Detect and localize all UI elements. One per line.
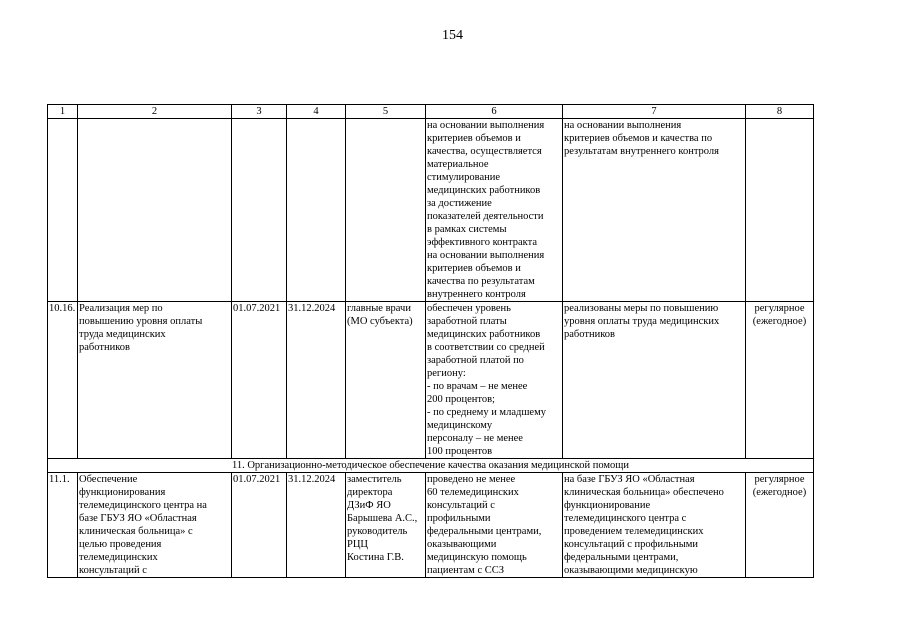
header-col-1: 1	[48, 105, 78, 119]
text-line: директора	[347, 487, 393, 498]
page-number: 154	[442, 28, 463, 43]
text-line: регулярное	[754, 303, 805, 314]
text-line: Барышева А.С.,	[347, 513, 418, 524]
text-line: повышению уровня оплаты	[79, 316, 203, 327]
section-title: 11. Организационно-методическое обеспечение качества оказания медицинской помощи	[48, 459, 814, 473]
text-line: медицинскому	[427, 420, 493, 431]
text-line: показателей деятельности	[427, 211, 544, 222]
text-line: персоналу – не менее	[427, 433, 523, 444]
text-line: (МО субъекта)	[347, 316, 413, 327]
cell-start: 01.07.2021	[232, 302, 287, 459]
table-row	[48, 119, 814, 302]
text-line: заработной платы	[427, 316, 507, 327]
cell-end: 31.12.2024	[287, 302, 346, 459]
cell-result	[563, 119, 746, 302]
header-col-5: 5	[346, 105, 426, 119]
text-line: оказывающими	[427, 539, 497, 550]
text-line: в соответствии со средней	[427, 342, 545, 353]
text-line: клиническая больница» обеспечено	[564, 487, 724, 498]
text-line: РЦЦ	[347, 539, 369, 550]
cell-measure	[78, 473, 232, 578]
cell-indicator	[426, 473, 563, 578]
cell-end	[287, 119, 346, 302]
text-line: профильными	[427, 513, 491, 524]
text-line: 200 процентов;	[427, 394, 495, 405]
text-line: консультаций с	[79, 565, 147, 576]
cell-start: 01.07.2021	[232, 473, 287, 578]
cell-num	[48, 119, 78, 302]
text-line: консультаций с профильными	[564, 539, 699, 550]
cell-responsible	[346, 119, 426, 302]
text-line: главные врачи	[347, 303, 411, 314]
text-line: работников	[79, 342, 130, 353]
table-row	[48, 473, 814, 578]
text-line: заместитель	[347, 474, 402, 485]
text-line: медицинских работников	[427, 329, 541, 340]
text-line: федеральными центрами,	[564, 552, 679, 563]
text-line: стимулирование	[427, 172, 501, 183]
text-line: эффективного контракта	[427, 237, 537, 248]
text-line: критериев объемов и качества по	[564, 133, 713, 144]
text-line: Костина Г.В.	[347, 552, 404, 563]
cell-responsible	[346, 473, 426, 578]
cell-frequency	[746, 119, 814, 302]
header-col-2: 2	[78, 105, 232, 119]
cell-result	[563, 473, 746, 578]
cell-measure	[78, 119, 232, 302]
cell-start	[232, 119, 287, 302]
text-line: функционирование	[564, 500, 651, 511]
text-line: целью проведения	[79, 539, 162, 550]
text-line: работников	[564, 329, 615, 340]
text-line: критериев объемов и	[427, 263, 521, 274]
header-col-8: 8	[746, 105, 814, 119]
text-line: консультаций с	[427, 500, 495, 511]
text-line: в рамках системы	[427, 224, 507, 235]
text-line: за достижение	[427, 198, 492, 209]
header-col-4: 4	[287, 105, 346, 119]
cell-indicator	[426, 119, 563, 302]
cell-end: 31.12.2024	[287, 473, 346, 578]
text-line: ДЗиФ ЯО	[347, 500, 391, 511]
text-line: реализованы меры по повышению	[564, 303, 719, 314]
header-col-6: 6	[426, 105, 563, 119]
text-line: телемедицинских	[79, 552, 158, 563]
header-row	[48, 105, 814, 119]
text-line: Обеспечение	[79, 474, 138, 485]
text-line: 100 процентов	[427, 446, 493, 457]
cell-frequency	[746, 473, 814, 578]
text-line: заработной платой по	[427, 355, 524, 366]
text-line: на базе ГБУЗ ЯО «Областная	[564, 474, 695, 485]
text-line: результатам внутреннего контроля	[564, 146, 719, 157]
text-line: региону:	[427, 368, 466, 379]
text-line: проведением телемедицинских	[564, 526, 704, 537]
text-line: качества по результатам	[427, 276, 535, 287]
cell-indicator	[426, 302, 563, 459]
header-col-7: 7	[563, 105, 746, 119]
text-line: уровня оплаты труда медицинских	[564, 316, 720, 327]
text-line: федеральными центрами,	[427, 526, 542, 537]
text-line: на основании выполнения	[564, 120, 682, 131]
text-line: медицинских работников	[427, 185, 541, 196]
cell-num: 11.1.	[48, 473, 78, 578]
text-line: клиническая больница» с	[79, 526, 193, 537]
text-line: регулярное	[754, 474, 805, 485]
text-line: - по врачам – не менее	[427, 381, 528, 392]
text-line: телемедицинского центра на	[79, 500, 207, 511]
text-line: медицинскую помощь	[427, 552, 527, 563]
text-line: базе ГБУЗ ЯО «Областная	[79, 513, 197, 524]
text-line: руководитель	[347, 526, 408, 537]
text-line: Реализация мер по	[79, 303, 163, 314]
text-line: обеспечен уровень	[427, 303, 511, 314]
text-line: телемедицинского центра с	[564, 513, 687, 524]
text-line: качества, осуществляется	[427, 146, 542, 157]
text-line: 60 телемедицинских	[427, 487, 519, 498]
cell-responsible	[346, 302, 426, 459]
text-line: оказывающими медицинскую	[564, 565, 698, 576]
text-line: труда медицинских	[79, 329, 166, 340]
cell-measure	[78, 302, 232, 459]
text-line: внутреннего контроля	[427, 289, 526, 300]
text-line: на основании выполнения	[427, 250, 545, 261]
plan-table	[47, 104, 814, 578]
table-row	[48, 302, 814, 459]
header-col-3: 3	[232, 105, 287, 119]
cell-result	[563, 302, 746, 459]
text-line: на основании выполнения	[427, 120, 545, 131]
text-line: проведено не менее	[427, 474, 516, 485]
text-line: пациентам с ССЗ	[427, 565, 504, 576]
text-line: - по среднему и младшему	[427, 407, 546, 418]
section-heading-row	[48, 459, 814, 473]
text-line: (ежегодное)	[752, 316, 807, 327]
cell-num: 10.16.	[48, 302, 78, 459]
text-line: функционирования	[79, 487, 166, 498]
cell-frequency	[746, 302, 814, 459]
text-line: (ежегодное)	[752, 487, 807, 498]
text-line: критериев объемов и	[427, 133, 521, 144]
text-line: материальное	[427, 159, 489, 170]
